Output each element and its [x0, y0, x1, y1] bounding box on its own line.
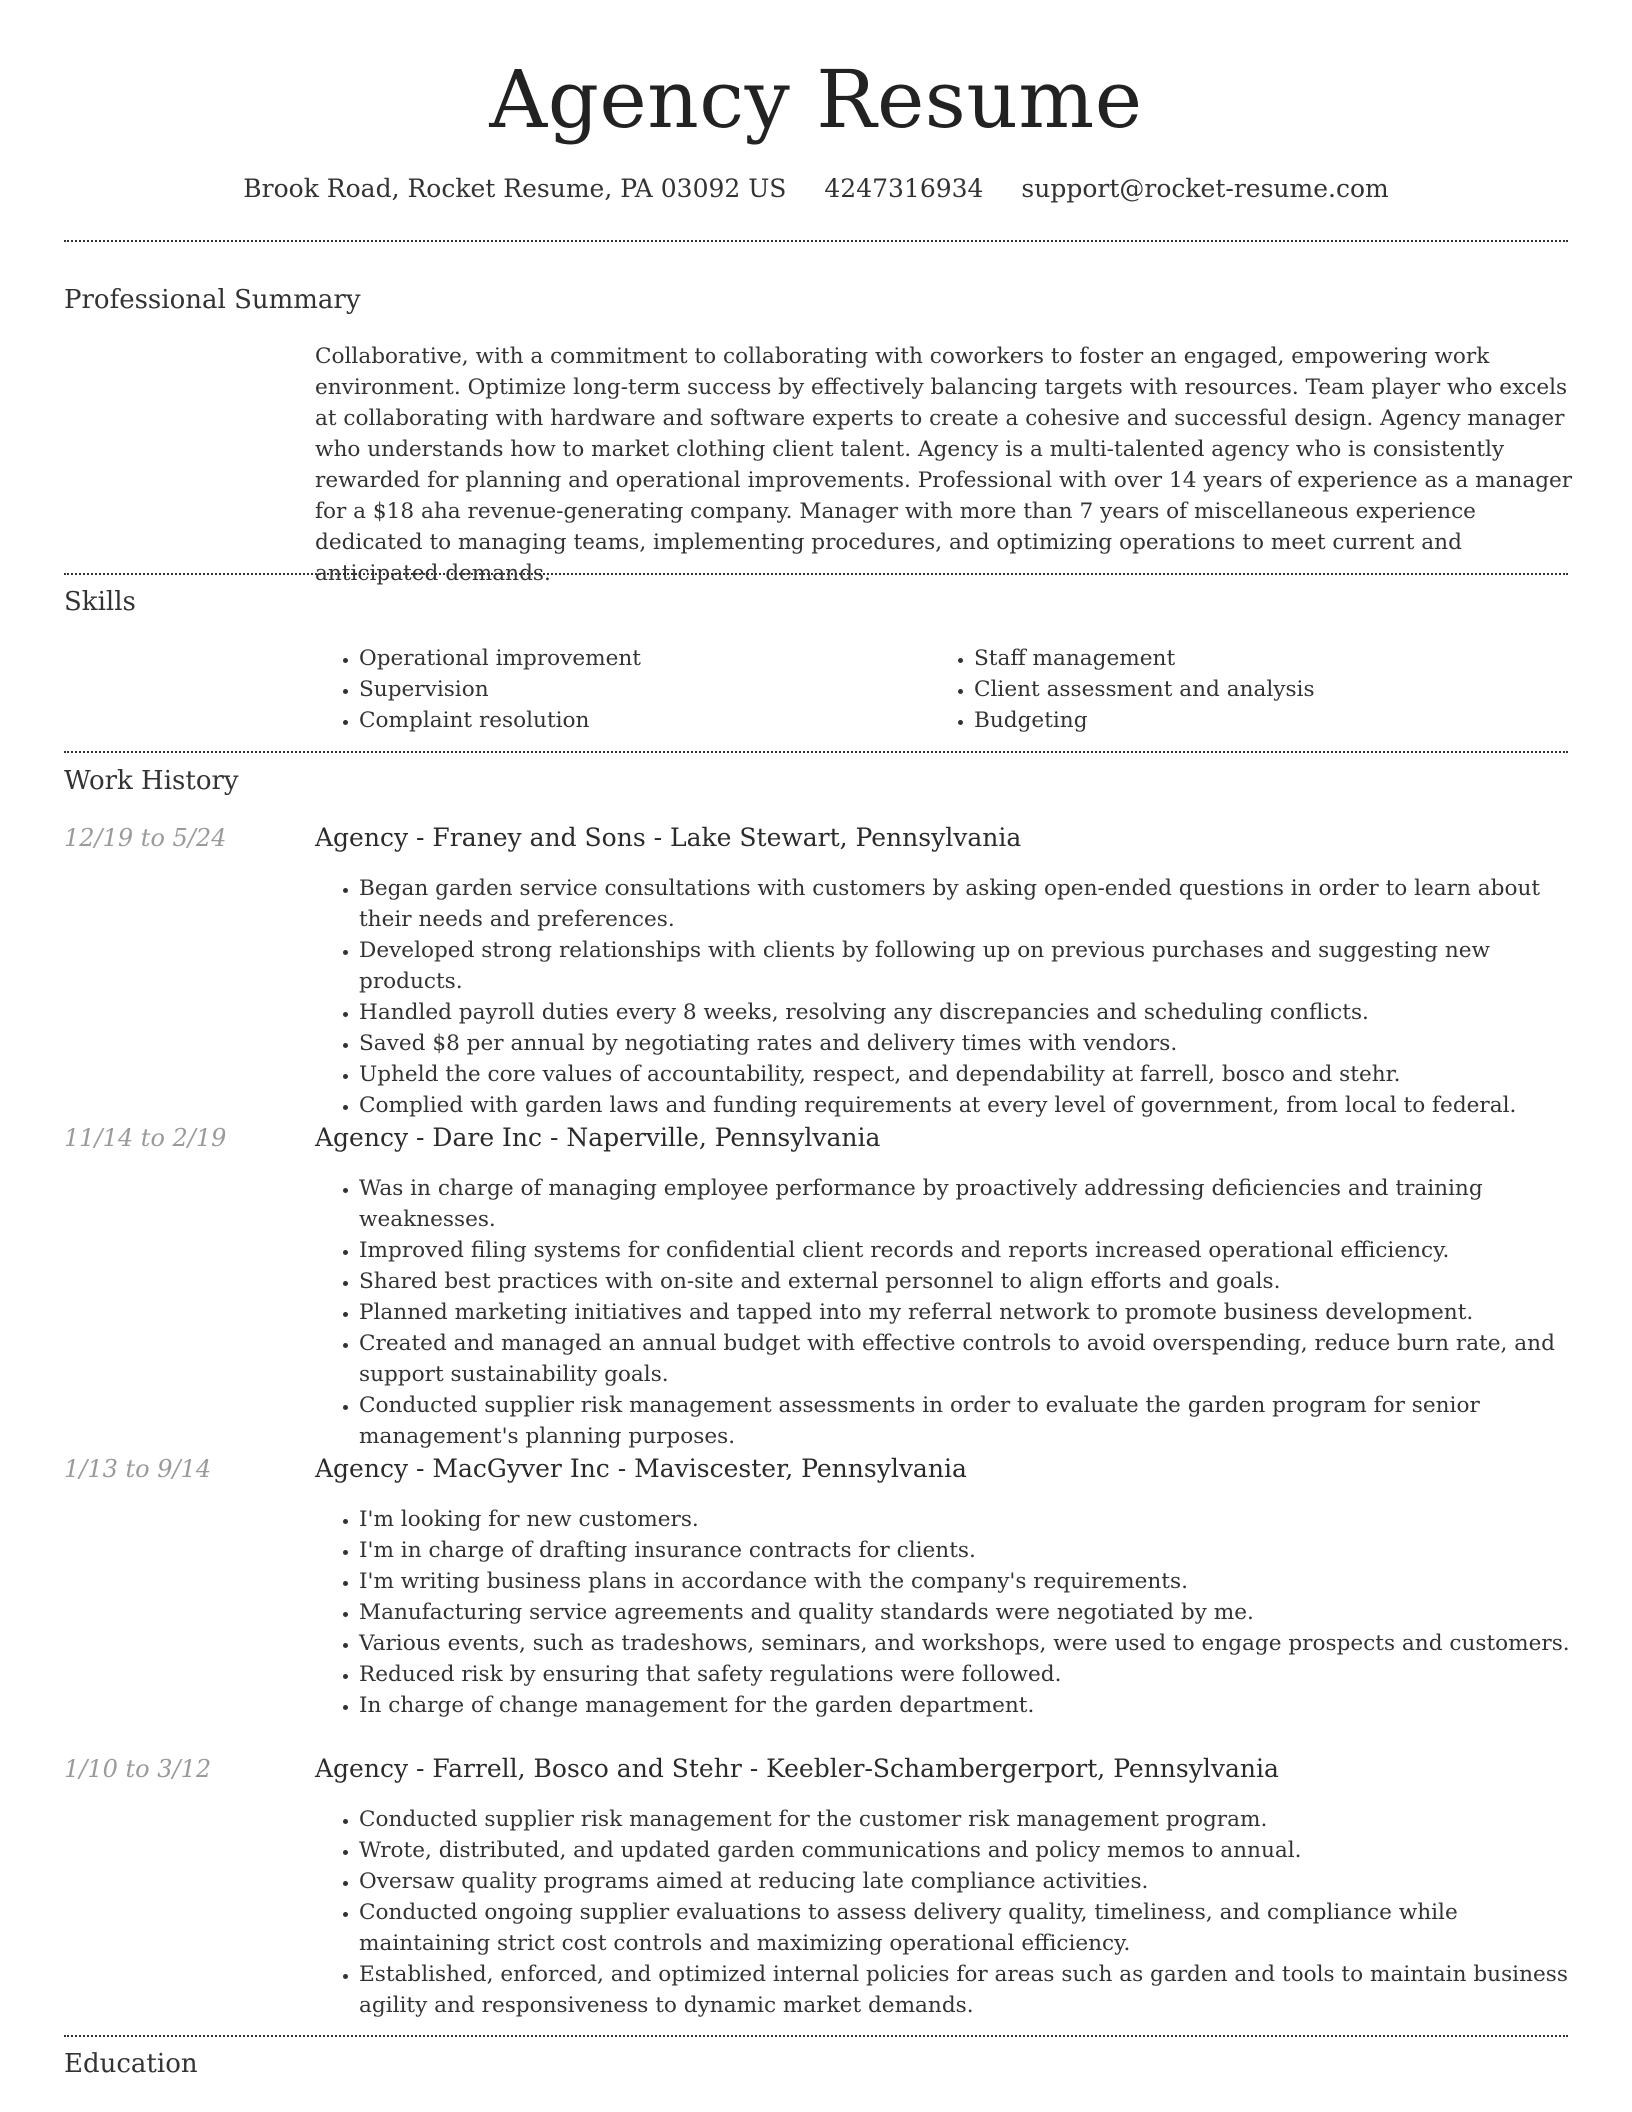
job-bullet: • Created and managed an annual budget with effective controls to avoid overspending, reduce burn rate, and support sustainability goals. [359, 1328, 1573, 1390]
contact-email: support@rocket-resume.com [1021, 174, 1389, 203]
work-history-heading: Work History [64, 766, 239, 796]
job-bullets [315, 1173, 1573, 1452]
job-bullets [315, 873, 1573, 1121]
job-bullet: • Was in charge of managing employee performance by proactively addressing deficiencies and training weaknesses. [359, 1173, 1573, 1235]
job-bullet: • Established, enforced, and optimized internal policies for areas such as garden and tools to maintain business agility and responsiveness to dynamic market demands. [359, 1959, 1573, 2021]
job-bullet: • Began garden service consultations with customers by asking open-ended questions in order to learn about their needs and preferences. [359, 873, 1573, 935]
job-bullet: • Shared best practices with on-site and external personnel to align efforts and goals. [359, 1266, 1573, 1297]
section-divider [64, 240, 1568, 242]
job-bullet: • I'm looking for new customers. [359, 1504, 1573, 1535]
skill-item: • Supervision [359, 674, 915, 705]
job-bullet: • Oversaw quality programs aimed at reducing late compliance activities. [359, 1866, 1573, 1897]
job-bullet: • Improved filing systems for confidential client records and reports increased operational efficiency. [359, 1235, 1573, 1266]
skills-column-left [315, 643, 915, 736]
job-dates: 1/10 to 3/12 [64, 1755, 212, 1783]
job-bullet: • Reduced risk by ensuring that safety regulations were followed. [359, 1659, 1573, 1690]
summary-text: Collaborative, with a commitment to collaborating with coworkers to foster an engaged, empowering work environment. Optimize long-term success by effectively balancing targets with resources. Team player who excels at collaborating with hardware and software experts to create a cohesive and successful design. Agency manager who understands how to market clothing client talent. Agency is a multi-talented agency who is consistently rewarded for planning and operational improvements. Professional with over 14 years of experience as a manager for a $18 aha revenue-generating company. Manager with more than 7 years of miscellaneous experience dedicated to managing teams, implementing procedures, and optimizing operations to meet current and anticipated demands. [315, 344, 1573, 586]
job-bullet: • Upheld the core values of accountability, respect, and dependability at farrell, bosco and stehr. [359, 1059, 1573, 1090]
skill-item: • Staff management [974, 643, 1530, 674]
skills-column-right [930, 643, 1530, 736]
job-dates: 1/13 to 9/14 [64, 1455, 212, 1483]
job-bullet: • Conducted ongoing supplier evaluations to assess delivery quality, timeliness, and compliance while maintaining strict cost controls and maximizing operational efficiency. [359, 1897, 1573, 1959]
resume-name: Agency Resume [489, 53, 1143, 146]
job-bullet: • I'm writing business plans in accordance with the company's requirements. [359, 1566, 1573, 1597]
job-bullet: • In charge of change management for the garden department. [359, 1690, 1573, 1721]
job-title: Agency - Dare Inc - Naperville, Pennsylvania [315, 1123, 881, 1152]
skill-item: • Budgeting [974, 705, 1530, 736]
job-title: Agency - Franey and Sons - Lake Stewart, Pennsylvania [315, 823, 1022, 852]
job-bullet: • Conducted supplier risk management for the customer risk management program. [359, 1804, 1573, 1835]
contact-address: Brook Road, Rocket Resume, PA 03092 US [243, 174, 787, 203]
job-bullet: • I'm in charge of drafting insurance contracts for clients. [359, 1535, 1573, 1566]
job-bullet: • Wrote, distributed, and updated garden communications and policy memos to annual. [359, 1835, 1573, 1866]
job-title: Agency - MacGyver Inc - Maviscester, Pennsylvania [315, 1454, 967, 1483]
job-bullet: • Conducted supplier risk management assessments in order to evaluate the garden program for senior management's planning purposes. [359, 1390, 1573, 1452]
job-bullet: • Planned marketing initiatives and tapped into my referral network to promote business development. [359, 1297, 1573, 1328]
section-divider [64, 573, 1568, 575]
job-bullet: • Manufacturing service agreements and quality standards were negotiated by me. [359, 1597, 1573, 1628]
job-bullet: • Various events, such as tradeshows, seminars, and workshops, were used to engage prospects and customers. [359, 1628, 1573, 1659]
job-bullets [315, 1504, 1573, 1721]
section-divider [64, 2035, 1568, 2037]
job-dates: 11/14 to 2/19 [64, 1124, 227, 1152]
job-bullet: • Complied with garden laws and funding requirements at every level of government, from local to federal. [359, 1090, 1573, 1121]
skill-item: • Complaint resolution [359, 705, 915, 736]
summary-heading: Professional Summary [64, 285, 361, 315]
job-dates: 12/19 to 5/24 [64, 824, 227, 852]
skill-item: • Client assessment and analysis [974, 674, 1530, 705]
job-bullet: • Developed strong relationships with clients by following up on previous purchases and suggesting new products. [359, 935, 1573, 997]
section-divider [64, 751, 1568, 753]
contact-phone: 4247316934 [824, 174, 984, 203]
job-bullet: • Saved $8 per annual by negotiating rates and delivery times with vendors. [359, 1028, 1573, 1059]
contact-line [0, 172, 1632, 206]
job-title: Agency - Farrell, Bosco and Stehr - Keebler-Schambergerport, Pennsylvania [315, 1754, 1279, 1783]
job-bullets [315, 1804, 1573, 2021]
job-bullet: • Handled payroll duties every 8 weeks, resolving any discrepancies and scheduling conflicts. [359, 997, 1573, 1028]
skill-item: • Operational improvement [359, 643, 915, 674]
education-heading: Education [64, 2049, 198, 2079]
skills-heading: Skills [64, 587, 136, 617]
